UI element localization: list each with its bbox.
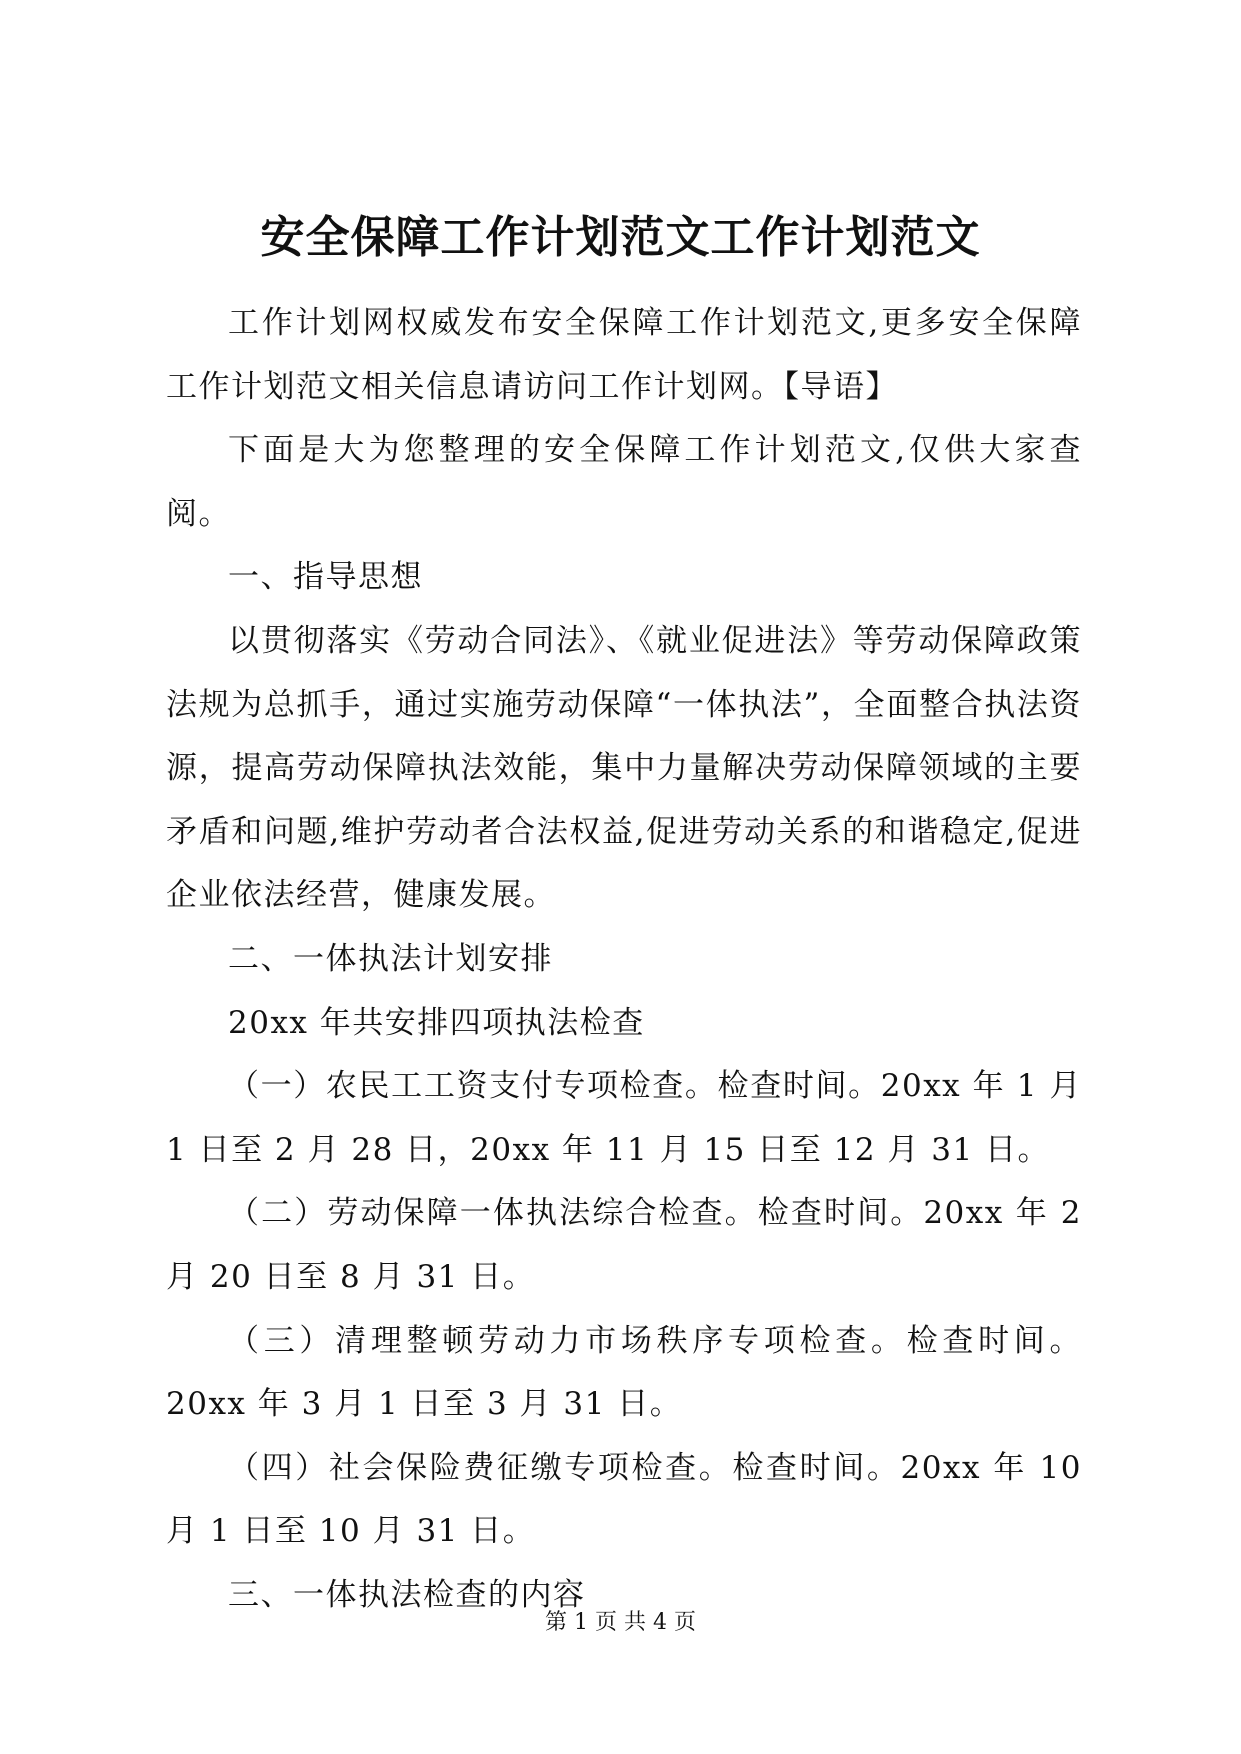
inspection-item-2: （二）劳动保障一体执法综合检查。检查时间。20xx 年 2 月 20 日至 8 月 31 日。 (166, 1195, 1082, 1295)
plan-summary-paragraph: 20xx 年共安排四项执法检查 (228, 1004, 645, 1041)
document-body (166, 292, 1082, 1627)
guiding-thought-paragraph: 以贯彻落实《劳动合同法》、《就业促进法》等劳动保障政策法规为总抓手，通过实施劳动保障“一体执法”，全面整合执法资源，提高劳动保障执法效能，集中力量解决劳动保障领域的主要矛盾和问题,维护劳动者合法权益,促进劳动关系的和谐稳定,促进企业依法经营，健康发展。 (166, 622, 1082, 914)
inspection-item-3: （三）清理整顿劳动力市场秩序专项检查。检查时间。20xx 年 3 月 1 日至 3 月 31 日。 (166, 1322, 1082, 1423)
page-footer: 第 1 页 共 4 页 (545, 1610, 696, 1635)
document-title: 安全保障工作计划范文工作计划范文 (260, 212, 981, 263)
section-heading-inspection-content: 三、一体执法检查的内容 (228, 1576, 586, 1613)
section-heading-enforcement-plan: 二、一体执法计划安排 (228, 940, 553, 977)
inspection-item-4: （四）社会保险费征缴专项检查。检查时间。20xx 年 10 月 1 日至 10 月 31 日。 (166, 1449, 1082, 1550)
section-heading-guiding-thought: 一、指导思想 (228, 559, 423, 596)
intro-note-paragraph: 下面是大为您整理的安全保障工作计划范文,仅供大家查阅。 (166, 432, 1082, 532)
intro-paragraph: 工作计划网权威发布安全保障工作计划范文,更多安全保障工作计划范文相关信息请访问工作计划网。【导语】 (166, 305, 1082, 405)
inspection-item-1: （一）农民工工资支付专项检查。检查时间。20xx 年 1 月 1 日至 2 月 28 日，20xx 年 11 月 15 日至 12 月 31 日。 (166, 1068, 1082, 1168)
